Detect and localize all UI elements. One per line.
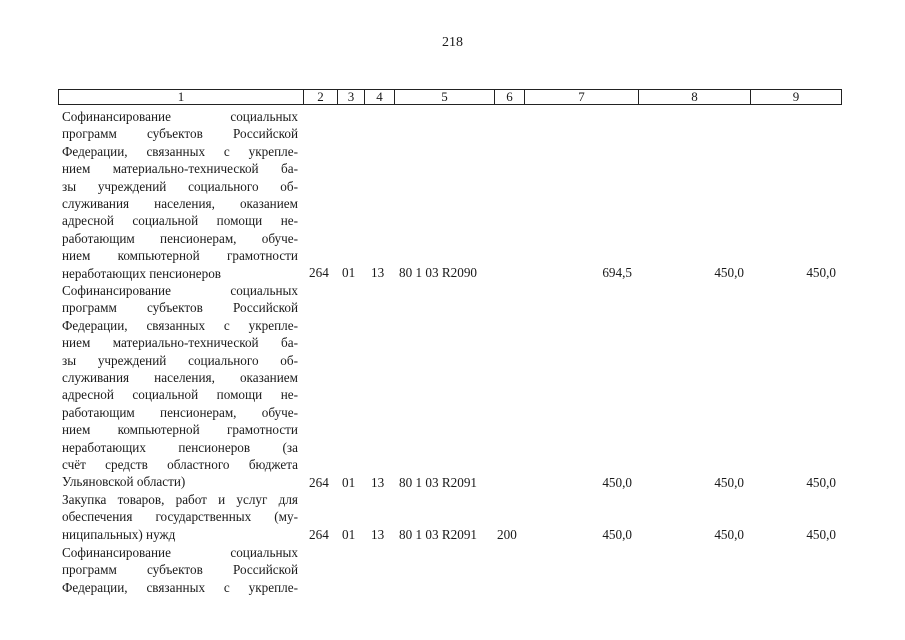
row-3-col-7: 450,0 (602, 527, 632, 542)
row-2-col-8: 450,0 (714, 475, 744, 490)
desc-line: программ субъектов Российской (62, 126, 298, 142)
desc-line: неработающих пенсионеров (за (62, 439, 298, 455)
page-number: 218 (442, 35, 463, 50)
column-header-5: 5 (394, 89, 494, 105)
desc-line: неработающих пенсионеров (62, 265, 222, 281)
desc-line: адресной социальной помощи не- (62, 213, 298, 229)
row-3-col-5: 80 1 03 R2091 (399, 527, 478, 542)
row-2-col-9: 450,0 (806, 475, 836, 490)
row-2-col-4: 13 (371, 475, 385, 490)
desc-line: счёт средств областного бюджета (62, 456, 298, 472)
column-header-1: 1 (58, 89, 303, 105)
desc-line: нием материально-технической ба- (62, 161, 298, 177)
row-2-col-2: 264 (309, 475, 329, 490)
row-1-col-5: 80 1 03 R2090 (399, 265, 478, 280)
row-3-col-4: 13 (371, 527, 385, 542)
desc-line: Федерации, связанных с укрепле- (62, 579, 298, 595)
desc-line: ниципальных) нужд (62, 526, 176, 542)
desc-line: Федерации, связанных с укрепле- (62, 143, 298, 159)
column-header-3: 3 (337, 89, 364, 105)
column-header-2: 2 (303, 89, 337, 105)
desc-line: Софинансирование социальных (62, 545, 298, 560)
row-3-col-2: 264 (309, 527, 329, 542)
row-3-col-8: 450,0 (714, 527, 744, 542)
desc-line: зы учреждений социального об- (62, 352, 298, 368)
row-2-col-7: 450,0 (602, 475, 632, 490)
desc-line: Софинансирование социальных (62, 109, 298, 124)
row-4-description (62, 544, 298, 596)
row-1-col-2: 264 (309, 265, 329, 280)
row-1-col-8: 450,0 (714, 265, 744, 280)
row-3-col-6: 200 (497, 527, 517, 542)
desc-line: Софинансирование социальных (62, 283, 298, 298)
row-1-col-9: 450,0 (806, 265, 836, 280)
desc-line: адресной социальной помощи не- (62, 387, 298, 403)
row-1-col-7: 694,5 (602, 265, 632, 280)
desc-line: служивания населения, оказанием (62, 195, 298, 211)
desc-line: обеспечения государственных (му- (62, 509, 298, 525)
column-header-9: 9 (750, 89, 842, 105)
desc-line: Федерации, связанных с укрепле- (62, 317, 298, 333)
desc-line: нием компьютерной грамотности (62, 422, 298, 438)
desc-line: зы учреждений социального об- (62, 178, 298, 194)
row-1-description (62, 108, 298, 282)
column-header-4: 4 (364, 89, 394, 105)
row-2-col-5: 80 1 03 R2091 (399, 475, 478, 490)
row-2-col-3: 01 (342, 475, 356, 490)
column-header-8: 8 (638, 89, 750, 105)
desc-line: служивания населения, оказанием (62, 369, 298, 385)
desc-line: нием компьютерной грамотности (62, 248, 298, 264)
row-3-description (62, 491, 298, 543)
desc-line: нием материально-технической ба- (62, 335, 298, 351)
desc-line: работающим пенсионерам, обуче- (62, 230, 298, 246)
desc-line: программ субъектов Российской (62, 562, 298, 578)
row-3-col-9: 450,0 (806, 527, 836, 542)
row-1-col-4: 13 (371, 265, 385, 280)
column-header-6: 6 (494, 89, 524, 105)
desc-line: Закупка товаров, работ и услуг для (62, 492, 298, 507)
row-3-col-3: 01 (342, 527, 356, 542)
row-1-col-3: 01 (342, 265, 356, 280)
column-header-7: 7 (524, 89, 638, 105)
desc-line: программ субъектов Российской (62, 300, 298, 316)
row-2-description (62, 282, 298, 491)
desc-line: работающим пенсионерам, обуче- (62, 404, 298, 420)
desc-line: Ульяновской области) (62, 474, 186, 490)
